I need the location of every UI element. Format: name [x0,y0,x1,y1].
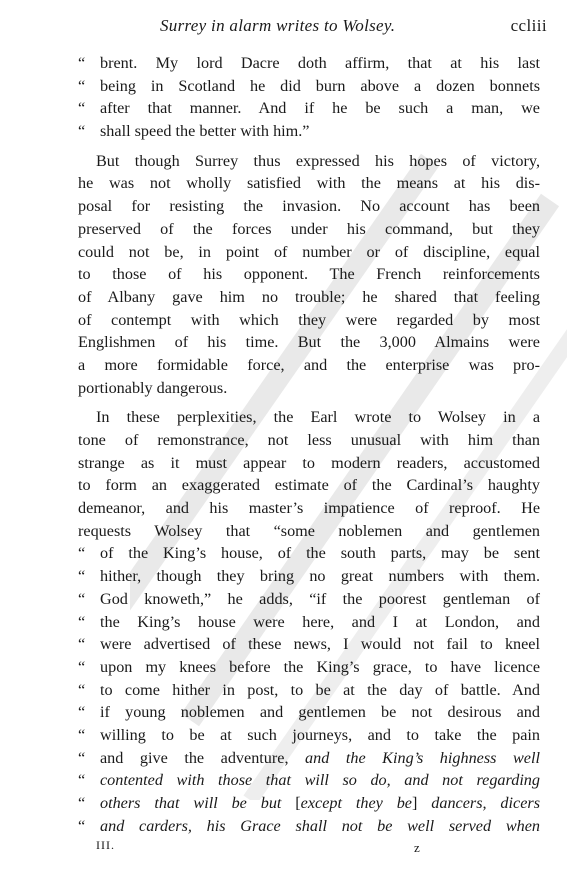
line-text: the King’s house were here, and I at London, and [100,612,540,631]
running-title: Surrey in alarm writes to Wolsey. [160,16,396,35]
text-line [78,792,540,815]
text-line [78,452,540,475]
quote-mark: “ [78,703,86,722]
text-line [78,241,540,264]
text-line [78,656,540,679]
text-line [78,331,540,354]
text-line [78,429,540,452]
text-line [78,611,540,634]
line-text: brent. My lord Dacre doth affirm, that at his last [100,54,540,72]
quote-mark: “ [78,680,86,699]
line-text: requests Wolsey that “some noblemen and gentlemen [78,521,540,540]
line-text: [ [295,794,301,812]
text-line [78,75,540,98]
text-line [78,120,540,143]
line-text: ] [412,794,432,812]
quote-mark: “ [78,122,86,141]
line-text: hither, though they bring no great numbers with them. [100,567,540,586]
text-line [78,588,540,611]
line-text: and give the adventure, [100,748,306,767]
quote-mark: “ [78,76,86,95]
line-text: could not be, in point of number or of discipline, equal [78,242,540,261]
line-text: God knoweth,” he adds, “if the poorest gentleman of [100,589,540,608]
text-line [78,633,540,656]
quote-mark: “ [78,748,86,767]
page-header [78,16,547,40]
quote-mark: “ [78,612,86,631]
line-text: if young noblemen and gentlemen be not desirous and [100,703,540,722]
text-line [78,747,540,770]
line-text: to those of his opponent. The French reinforcements [78,265,540,284]
text-line [78,309,540,332]
text-line [78,679,540,702]
line-text: Englishmen of his time. But the 3,000 Almains were [78,333,540,352]
line-text: posal for resisting the invasion. No account has been [78,197,540,216]
line-text: willing to be at such journeys, and to take the pain [100,725,540,744]
text-line [78,195,540,218]
italic-text: others that will be but [100,794,296,812]
text-line [78,52,540,75]
text-line [78,354,540,377]
line-text: of Albany gave him no trouble; he shared that feeling [78,287,540,306]
page-number: ccliii [510,16,547,35]
italic-text: except they be [300,794,412,812]
quote-mark: “ [78,589,86,608]
text-line [78,150,540,173]
line-text: were advertised of these news, I would not fail to kneel [100,635,540,654]
quote-mark: “ [78,816,86,835]
line-text: shall speed the better with him.” [100,122,310,141]
quote-mark: “ [78,771,86,790]
italic-text: dancers, dicers [431,794,540,812]
body-text [78,52,540,837]
text-line [78,497,540,520]
quote-mark: “ [78,99,86,118]
line-text: to form an exaggerated estimate of the Cardinal’s haughty [78,476,540,495]
quote-mark: “ [78,544,86,563]
text-line [78,815,540,838]
italic-text: contented with those that will so do, and not regarding [100,771,540,790]
text-line [78,263,540,286]
quote-mark: “ [78,635,86,654]
text-line [78,377,540,400]
text-line [78,406,540,429]
italic-text: and the King’s highness well [305,748,540,767]
paragraph-gap [78,143,540,150]
quote-mark: “ [78,567,86,586]
quote-mark: “ [78,794,86,812]
line-text: he was not wholly satisfied with the means at his dis- [78,174,540,193]
line-text: But though Surrey thus expressed his hopes of victory, [96,151,540,170]
text-line [78,97,540,120]
line-text: demeanor, and his master’s impatience of reproof. He [78,499,540,518]
line-text: upon my knees before the King’s grace, to have licence [100,657,540,676]
line-text: being in Scotland he did burn above a dozen bonnets [100,76,540,95]
line-text: a more formidable force, and the enterprise was pro- [78,355,540,374]
line-text: preserved of the forces under his command, but they [78,219,540,238]
line-text: portionably dangerous. [78,378,228,397]
text-line [78,724,540,747]
signature-mark: III. [96,838,115,852]
line-text: tone of remonstrance, not less unusual with him than [78,431,540,449]
line-text: strange as it must appear to modern readers, accustomed [78,453,540,472]
line-text: In these perplexities, the Earl wrote to Wolsey in a [96,408,540,427]
line-text: of the King’s house, of the south parts, may be sent [100,544,540,563]
paragraph-gap [78,399,540,406]
text-line [78,701,540,724]
text-line [78,172,540,195]
catchword: z [414,840,420,855]
quote-mark: “ [78,725,86,744]
text-line [78,474,540,497]
text-line [78,542,540,565]
quote-mark: “ [78,54,86,72]
line-text: to come hither in post, to be at the day of battle. And [100,680,540,699]
text-line [78,565,540,588]
text-line [78,218,540,241]
text-line [78,769,540,792]
text-line [78,520,540,543]
italic-text: and carders, his Grace shall not be well served when [100,816,540,835]
line-text: after that manner. And if he be such a man, we [100,99,540,118]
text-line [78,286,540,309]
quote-mark: “ [78,657,86,676]
line-text: of contempt with which they were regarded by most [78,310,540,329]
